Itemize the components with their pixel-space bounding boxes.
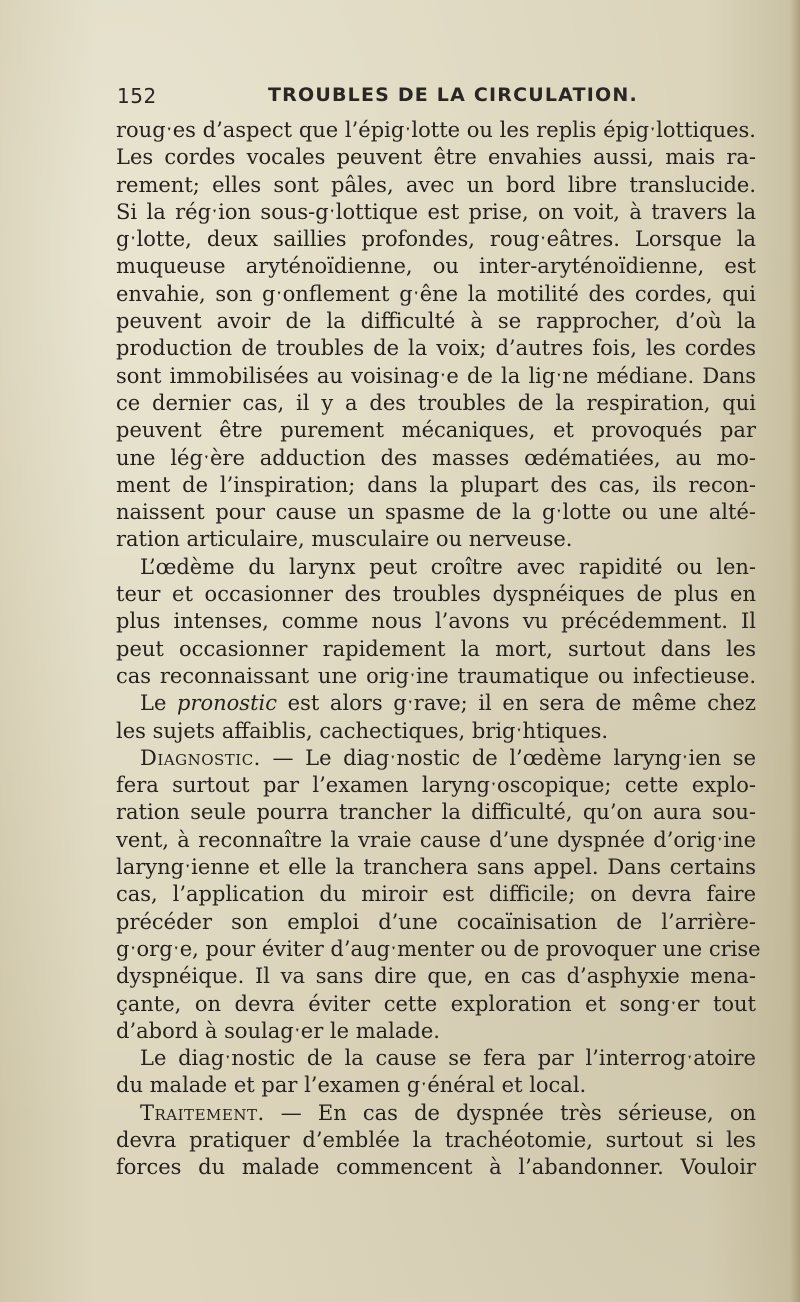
text-line: fera surtout par l’examen laryngˑoscopique; cette explo- — [116, 773, 756, 798]
text-line: cas, l’application du miroir est difficile; on devra faire — [116, 882, 756, 907]
text-line: sont immobilisées au voisinagˑe de la ligˑne médiane. Dans — [116, 363, 756, 388]
running-head: TROUBLES DE LA CIRCULATION. — [268, 84, 638, 106]
section-heading-diagnostic: Diagnostic. — [140, 745, 261, 770]
text-line: du malade et par l’examen gˑénéral et local. — [116, 1073, 587, 1098]
text-line: gˑorgˑe, pour éviter d’augˑmenter ou de provoquer une crise — [116, 936, 761, 961]
text-line: ce dernier cas, il y a des troubles de la respiration, qui — [116, 390, 756, 415]
text-line: çante, on devra éviter cette exploration et songˑer tout — [116, 991, 756, 1016]
text-fragment: Le — [140, 691, 178, 716]
text-line — [116, 1100, 756, 1127]
text-line: dyspnéique. Il va sans dire que, en cas d’asphyxie mena- — [116, 964, 756, 989]
text-line: peuvent être purement mécaniques, et provoqués par — [116, 418, 756, 443]
text-line: devra pratiquer d’emblée la trachéotomie, surtout si les — [116, 1127, 756, 1152]
text-line: cas reconnaissant une origˑine traumatique ou infectieuse. — [116, 663, 756, 688]
text-line: une légˑère adduction des masses œdématiées, au mo- — [116, 445, 756, 470]
text-line: Le diagˑnostic de la cause se fera par l’interrogˑatoire — [140, 1046, 756, 1071]
text-line: naissent pour cause un spasme de la gˑlotte ou une alté- — [116, 500, 756, 525]
text-line: forces du malade commencent à l’abandonner. Vouloir — [116, 1155, 756, 1180]
text-fragment: est alors gˑrave; il en sera de même chez — [277, 691, 756, 716]
text-line: ration articulaire, musculaire ou nerveuse. — [116, 527, 573, 552]
page-edge-shadow — [790, 0, 800, 1302]
text-line: gˑlotte, deux saillies profondes, rougˑeâtres. Lorsque la — [116, 227, 756, 252]
text-line: les sujets affaiblis, cachectiques, brigˑhtiques. — [116, 718, 609, 743]
text-line: rougˑes d’aspect que l’épigˑlotte ou les replis épigˑlottiques. — [116, 118, 756, 142]
italic-term-pronostic: pronostic — [177, 691, 278, 716]
text-line: ration seule pourra trancher la difficulté, qu’on aura sou- — [116, 800, 756, 825]
text-line: ment de l’inspiration; dans la plupart des cas, ils recon- — [116, 472, 756, 497]
text-line: d’abord à soulagˑer le malade. — [116, 1018, 440, 1043]
body-text — [116, 117, 761, 1182]
text-line — [116, 690, 756, 717]
text-fragment: — Le diagˑnostic de l’œdème laryngˑien se — [260, 745, 756, 770]
text-line: peut occasionner rapidement la mort, surtout dans les — [116, 636, 756, 661]
page-header — [117, 84, 747, 114]
text-line: rement; elles sont pâles, avec un bord libre translucide. — [116, 172, 756, 197]
text-line: envahie, son gˑonflement gˑêne la motilité des cordes, qui — [116, 281, 756, 306]
text-fragment: — En cas de dyspnée très sérieuse, on — [264, 1100, 756, 1125]
text-line: muqueuse aryténoïdienne, ou inter-aryténoïdienne, est — [116, 254, 756, 279]
text-line: plus intenses, comme nous l’avons vu précédemment. Il — [116, 609, 756, 634]
text-line: teur et occasionner des troubles dyspnéiques de plus en — [116, 582, 756, 607]
text-line: peuvent avoir de la difficulté à se rapprocher, d’où la — [116, 309, 756, 334]
text-line: L’œdème du larynx peut croître avec rapidité ou len- — [140, 554, 756, 579]
text-line: laryngˑienne et elle la tranchera sans appel. Dans certains — [116, 855, 756, 880]
text-line: précéder son emploi d’une cocaïnisation de l’arrière- — [116, 909, 756, 934]
text-line: vent, à reconnaître la vraie cause d’une dyspnée d’origˑine — [116, 827, 756, 852]
text-line: Si la régˑion sous-gˑlottique est prise, on voit, à travers la — [116, 199, 756, 224]
page-number: 152 — [117, 84, 157, 108]
text-line: Les cordes vocales peuvent être envahies aussi, mais ra- — [116, 145, 756, 170]
text-line: production de troubles de la voix; d’autres fois, les cordes — [116, 336, 756, 361]
section-heading-traitement: Traitement. — [140, 1100, 265, 1125]
text-line — [116, 745, 756, 772]
